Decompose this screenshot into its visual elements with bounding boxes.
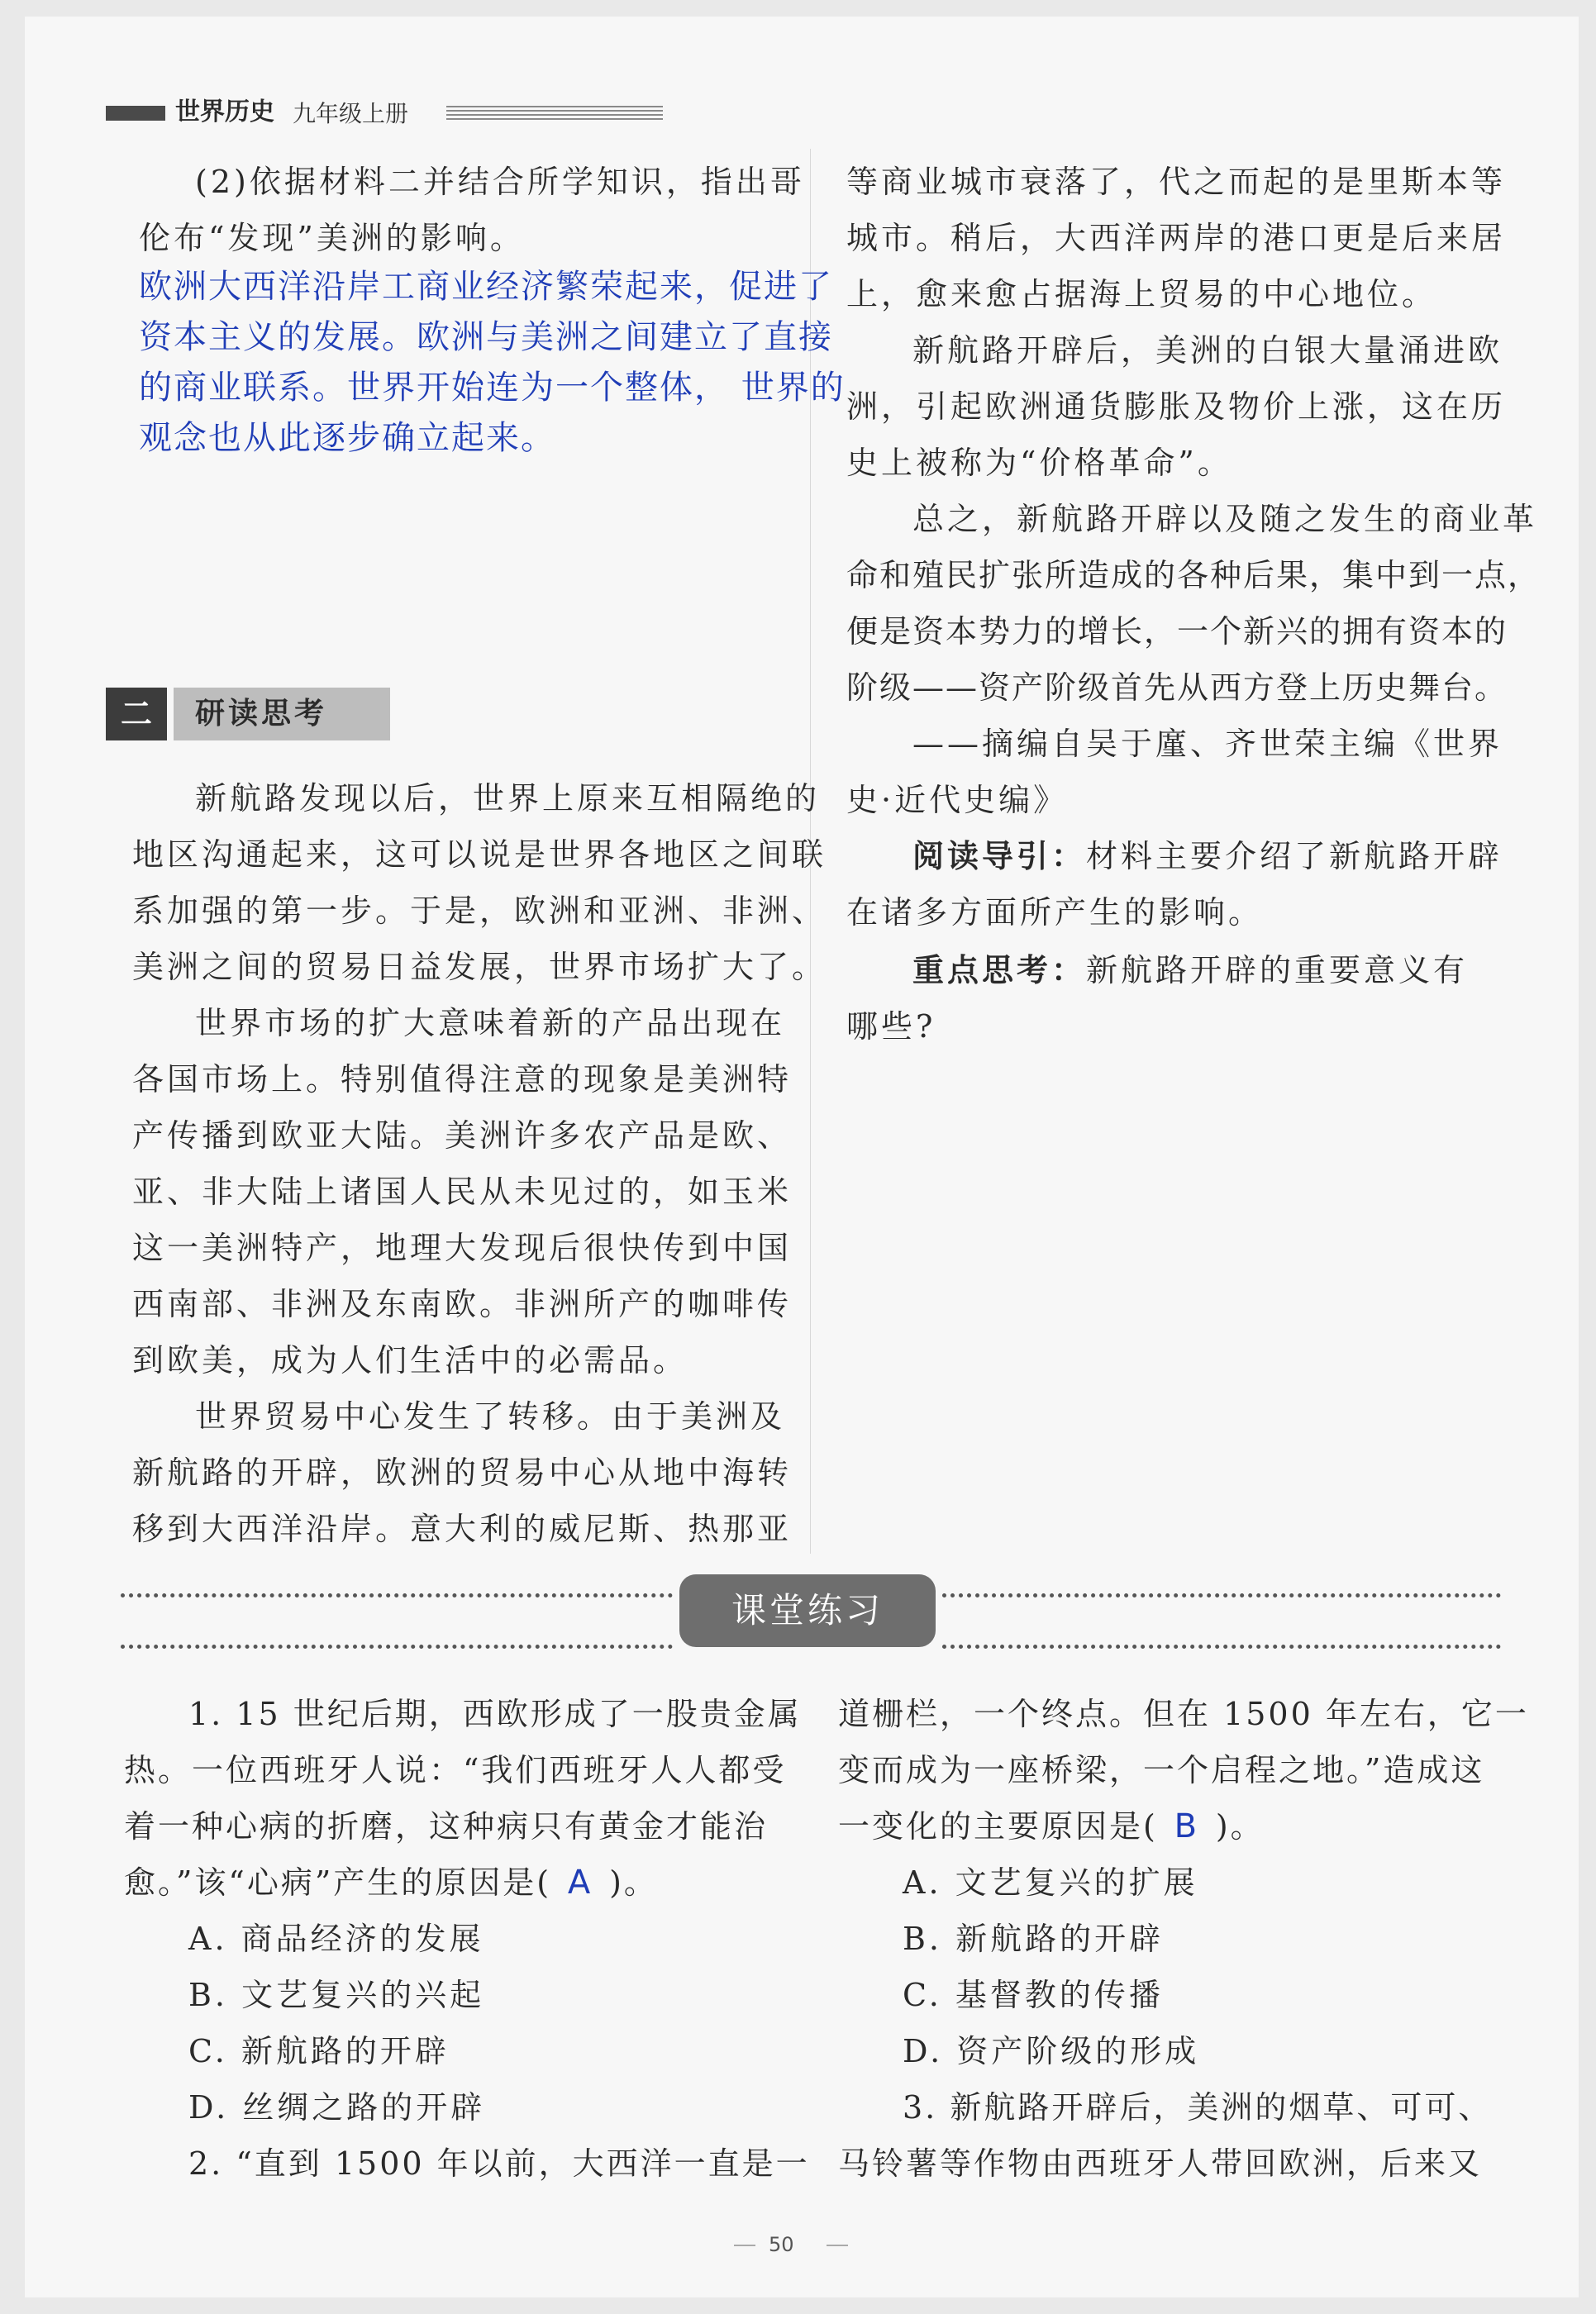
question-1-answer-blank [551,1855,609,1911]
question-1-stem-text: 愈。”该“心病”产生的原因是( [124,1864,552,1901]
question-2-line-2: 伦布“发现”美洲的影响。 [139,220,525,256]
page-number: 50 [769,2233,794,2256]
book-subtitle: 九年级上册 [293,100,409,127]
reading-guide-label: 阅读导引： [912,838,1087,874]
question-2-option-b: B. 新航路的开辟 [903,1921,1165,1957]
answer-line-4: 观念也从此逐步确立起来。 [139,419,555,457]
dotted-rule [121,1593,673,1597]
header-lines-decoration [446,106,663,121]
question-2-stem-end [838,1798,1265,1855]
question-1-answer: A [567,1864,593,1902]
reading-left-line: 世界市场的扩大意味着新的产品出现在 [195,1005,786,1041]
answer-line-2: 资本主义的发展。欧洲与美洲之间建立了直接 [139,318,833,356]
reading-right-line: 等商业城市衰落了，代之而起的是里斯本等 [846,164,1507,200]
reading-left-line: 各国市场上。特别值得注意的现象是美洲特 [132,1061,793,1097]
section-number: 二 [106,688,167,740]
reading-left-line: 世界贸易中心发生了转移。由于美洲及 [195,1398,786,1435]
question-2-answer: B [1174,1807,1200,1845]
reading-left-line: 美洲之间的贸易日益发展，世界市场扩大了。 [132,949,827,985]
question-3-line: 马铃薯等作物由西班牙人带回欧洲，后来又 [838,2145,1483,2182]
question-1-line: 1. 15 世纪后期，西欧形成了一股贵金属 [188,1696,802,1732]
reading-right-line: 史上被称为“价格革命”。 [846,445,1232,481]
reading-guide-text: 材料主要介绍了新航路开辟 [1086,838,1503,874]
reading-right-line: 城市。稍后，大西洋两岸的港口更是后来居 [846,220,1507,256]
question-2-line-1: 2. “直到 1500 年以前，大西洋一直是一 [188,2145,810,2182]
focus-question-text-2: 哪些? [846,1008,936,1045]
question-2-line-1: (2)依据材料二并结合所学知识，指出哥 [195,164,805,200]
question-2-line: 变而成为一座桥梁，一个启程之地。”造成这 [838,1752,1485,1788]
reading-left-line: 亚、非大陆上诸国人民从未见过的，如玉米 [132,1174,793,1210]
question-1-line: 着一种心病的折磨，这种病只有黄金才能治 [124,1808,769,1845]
focus-question-label: 重点思考： [912,952,1087,988]
question-1-stem-close: )。 [609,1864,658,1901]
question-2-option-a: A. 文艺复兴的扩展 [903,1864,1198,1901]
reading-left-line: 产传播到欧亚大陆。美洲许多农产品是欧、 [132,1117,793,1154]
reading-guide-text-2: 在诸多方面所产生的影响。 [846,894,1264,931]
question-2-option-d: D. 资产阶级的形成 [903,2033,1200,2069]
reading-right-line: 命和殖民扩张所造成的各种后果，集中到一点， [846,557,1541,593]
answer-line-1: 欧洲大西洋沿岸工商业经济繁荣起来，促进了 [139,268,833,306]
reading-left-line: 系加强的第一步。于是，欧洲和亚洲、非洲、 [132,893,827,929]
question-2-stem-close: )。 [1215,1808,1265,1845]
reading-right-line: 便是资本势力的增长，一个新兴的拥有资本的 [846,613,1508,650]
reading-right-line: 阶级——资产阶级首先从西方登上历史舞台。 [846,669,1508,706]
answer-line-3: 的商业联系。世界开始连为一个整体， 世界的 [139,369,846,407]
reading-left-line: 到欧美，成为人们生活中的必需品。 [132,1342,688,1378]
reading-right-line: 洲，引起欧洲通货膨胀及物价上涨，这在历 [846,388,1507,425]
focus-question-text: 新航路开辟的重要意义有 [1086,952,1469,988]
book-title: 世界历史 [175,98,274,126]
reading-right-line: 总之，新航路开辟以及随之发生的商业革 [912,501,1538,537]
practice-banner: 课堂练习 [679,1574,936,1647]
question-1-option-b: B. 文艺复兴的兴起 [188,1977,485,2013]
dotted-rule [942,1645,1501,1649]
reading-left-line: 这一美洲特产，地理大发现后很快传到中国 [132,1230,793,1266]
source-citation-line: 史·近代史编》 [846,782,1069,818]
source-citation-line: ——摘编自吴于廑、齐世荣主编《世界 [912,726,1503,762]
question-2-answer-blank [1158,1798,1216,1855]
reading-left-line: 地区沟通起来，这可以说是世界各地区之间联 [132,836,827,873]
question-1-stem-end [124,1855,658,1911]
section-title: 研读思考 [195,697,328,731]
question-2-stem-text: 一变化的主要原因是( [838,1808,1158,1845]
header-bar-decoration [106,106,165,121]
question-1-option-a: A. 商品经济的发展 [188,1921,484,1957]
reading-right-line: 上，愈来愈占据海上贸易的中心地位。 [846,276,1437,312]
dotted-rule [942,1593,1501,1597]
reading-left-line: 新航路的开辟，欧洲的贸易中心从地中海转 [132,1455,793,1491]
focus-question [912,942,1468,998]
question-1-line: 热。一位西班牙人说：“我们西班牙人人都受 [124,1752,787,1788]
page-number-dash [827,2245,848,2246]
dotted-rule [121,1645,673,1649]
page-number-dash [734,2245,755,2246]
reading-left-line: 西南部、非洲及东南欧。非洲所产的咖啡传 [132,1286,793,1322]
reading-right-line: 新航路开辟后，美洲的白银大量涌进欧 [912,332,1503,369]
reading-left-line: 移到大西洋沿岸。意大利的威尼斯、热那亚 [132,1511,793,1547]
reading-guide [912,828,1503,884]
question-2-option-c: C. 基督教的传播 [903,1977,1164,2013]
question-3-line: 3. 新航路开辟后，美洲的烟草、可可、 [903,2089,1493,2126]
question-1-option-d: D. 丝绸之路的开辟 [188,2089,486,2126]
question-1-option-c: C. 新航路的开辟 [188,2033,450,2069]
reading-left-line: 新航路发现以后，世界上原来互相隔绝的 [195,780,821,817]
question-2-line: 道栅栏，一个终点。但在 1500 年左右，它一 [838,1696,1529,1732]
